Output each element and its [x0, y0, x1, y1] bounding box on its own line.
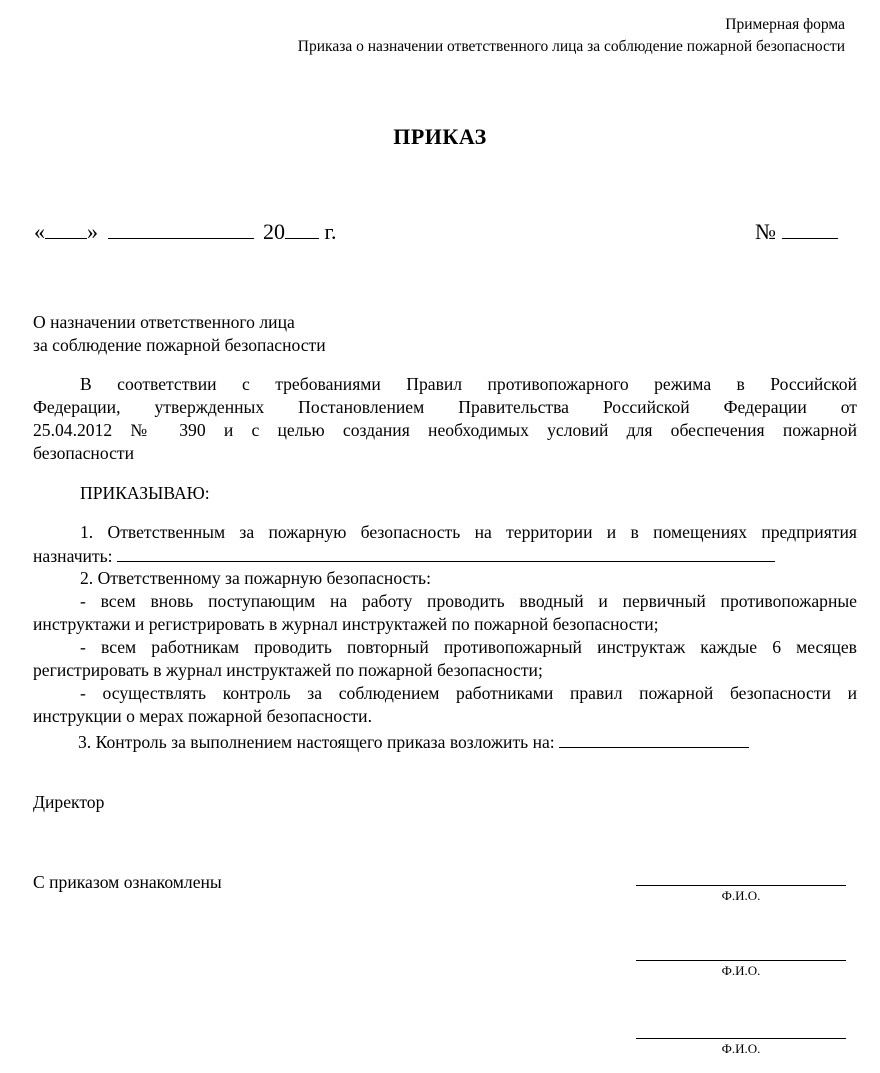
acknowledged-label: С приказом ознакомлены [33, 872, 222, 892]
item3-text: 3. Контроль за выполнением настоящего приказа возложить на: [78, 732, 555, 752]
number-blank [782, 218, 838, 239]
item1-assign-label: назначить: [33, 546, 113, 566]
order-word: ПРИКАЗЫВАЮ: [80, 483, 210, 503]
quote-open: « [34, 219, 45, 244]
item1-line1: 1. Ответственным за пожарную безопасность на территории и в помещениях предприятия [80, 522, 857, 542]
control-person-blank [559, 730, 749, 748]
year-blank [285, 218, 319, 239]
day-blank [45, 218, 87, 239]
sub3-line1: - осуществлять контроль за соблюдением работниками правил пожарной безопасности и [80, 683, 857, 703]
fio-label-3: Ф.И.О. [721, 1041, 761, 1056]
subject-line1: О назначении ответственного лица [33, 312, 295, 332]
preamble-line2: Федерации, утвержденных Постановлением Правительства Российской Федерации от [33, 397, 857, 417]
form-note-line1: Примерная форма [725, 16, 845, 33]
form-note-line2: Приказа о назначении ответственного лица за соблюдение пожарной безопасности [297, 38, 845, 55]
signature-line-3 [636, 1038, 846, 1039]
year-prefix: 20 [263, 219, 285, 244]
fio-label-1: Ф.И.О. [721, 888, 761, 903]
sub2-line2: регистрировать в журнал инструктажей по пожарной безопасности; [33, 660, 543, 680]
order-number-field [755, 218, 838, 245]
document-title: ПРИКАЗ [393, 124, 487, 149]
preamble-line4: безопасности [33, 443, 134, 463]
fio-label-2: Ф.И.О. [721, 963, 761, 978]
item1-line2 [33, 544, 775, 568]
director-label: Директор [33, 792, 105, 812]
item3 [78, 730, 749, 754]
signature-line-2 [636, 960, 846, 961]
month-blank [108, 218, 254, 239]
subject-line2: за соблюдение пожарной безопасности [33, 335, 326, 355]
number-sign: № [755, 219, 776, 244]
preamble-line1: В соответствии с требованиями Правил противопожарного режима в Российской [80, 374, 857, 394]
preamble-line3: 25.04.2012 № 390 и с целью создания необходимых условий для обеспечения пожарной [33, 420, 857, 440]
date-field [34, 218, 337, 245]
sub3-line2: инструкции о мерах пожарной безопасности. [33, 706, 372, 726]
sub1-line2: инструктажи и регистрировать в журнал инструктажей по пожарной безопасности; [33, 614, 659, 634]
sub2-line1: - всем работникам проводить повторный противопожарный инструктаж каждые 6 месяцев [80, 637, 857, 657]
quote-close: » [87, 219, 98, 244]
year-suffix: г. [324, 219, 337, 244]
responsible-person-blank [117, 544, 775, 562]
signature-line-1 [636, 885, 846, 886]
sub1-line1: - всем вновь поступающим на работу проводить вводный и первичный противопожарные [80, 591, 857, 611]
item2-heading: 2. Ответственному за пожарную безопасность: [80, 568, 431, 588]
